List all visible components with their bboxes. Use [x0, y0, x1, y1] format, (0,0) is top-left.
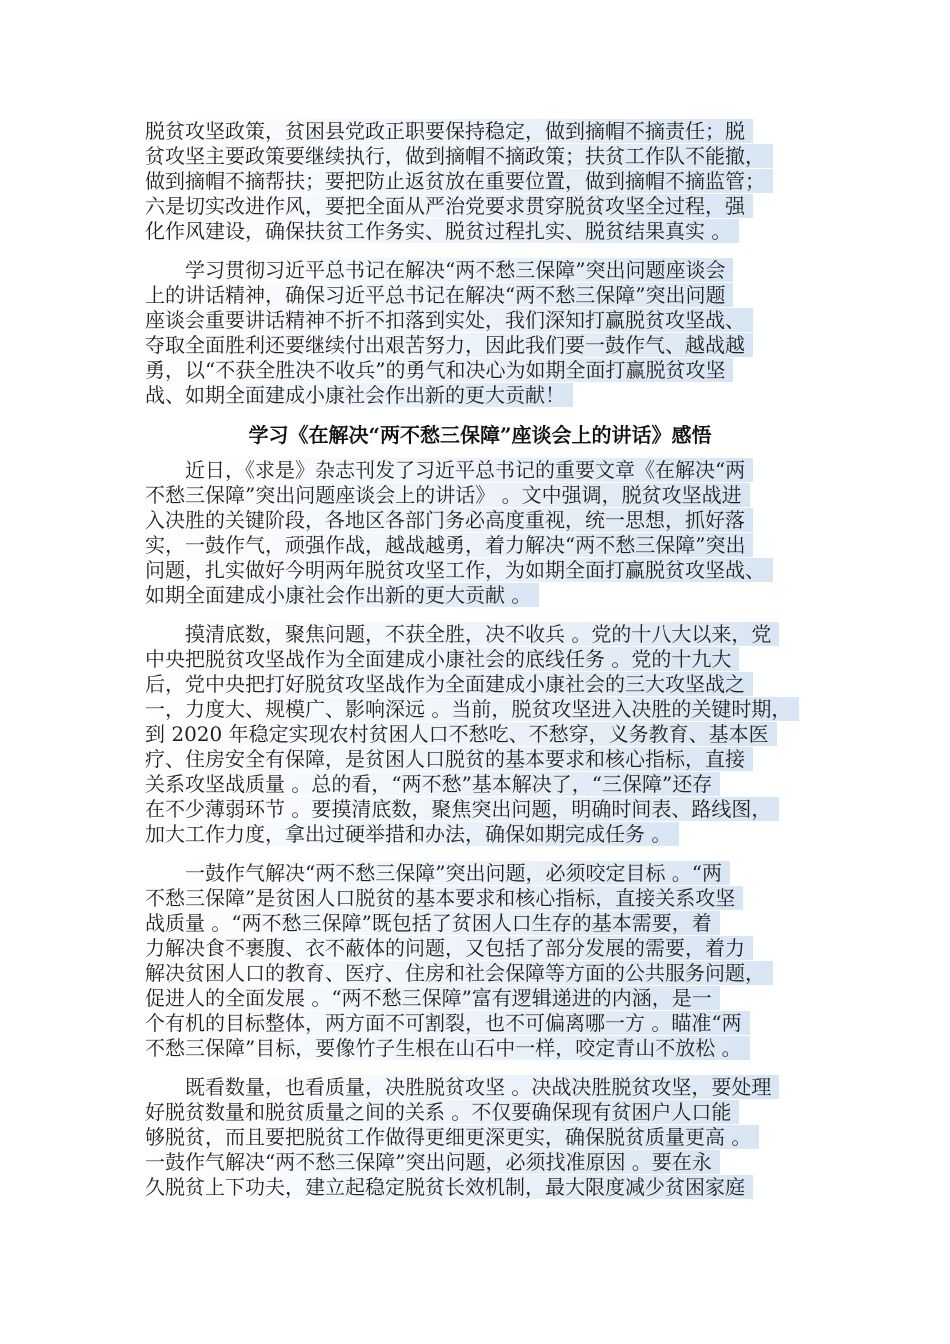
- text-line: 勇，以“不获全胜决不收兵”的勇气和决心为如期全面打赢脱贫攻坚: [145, 358, 815, 383]
- text-line: 战质量 。“两不愁三保障”既包括了贫困人口生存的基本需要，着: [145, 911, 815, 936]
- text-line: 六是切实改进作风，要把全面从严治党要求贯穿脱贫攻坚全过程，强: [145, 194, 815, 219]
- intro-paragraph: [145, 119, 815, 244]
- text-line: 够脱贫，而且要把脱贫工作做得更细更深更实，确保脱贫质量更高 。: [145, 1125, 815, 1150]
- text-line: 个有机的目标整体，两方面不可割裂，也不可偏离哪一方 。瞄准“两: [145, 1011, 815, 1036]
- text-line: 好脱贫数量和脱贫质量之间的关系 。不仅要确保现有贫困户人口能: [145, 1100, 815, 1125]
- text-line: 贫攻坚主要政策要继续执行，做到摘帽不摘政策；扶贫工作队不能撤，: [145, 144, 815, 169]
- text-line: 入决胜的关键阶段，各地区各部门务必高度重视，统一思想，抓好落: [145, 508, 815, 533]
- text-line: 学习贯彻习近平总书记在解决“两不愁三保障”突出问题座谈会: [145, 258, 815, 283]
- text-line: 到 2020 年稳定实现农村贫困人口不愁吃、不愁穿，义务教育、基本医: [145, 722, 815, 747]
- text-line: 一鼓作气解决“两不愁三保障”突出问题，必须找准原因 。要在永: [145, 1150, 815, 1175]
- text-line: 加大工作力度，拿出过硬举措和办法，确保如期完成任务 。: [145, 822, 815, 847]
- text-line: 久脱贫上下功夫，建立起稳定脱贫长效机制，最大限度减少贫困家庭: [145, 1175, 815, 1200]
- text-line: 近日，《求是》杂志刊发了习近平总书记的重要文章《在解决“两: [145, 458, 815, 483]
- text-line: 不愁三保障”目标，要像竹子生根在山石中一样，咬定青山不放松 。: [145, 1036, 815, 1061]
- section-heading: 学习《在解决“两不愁三保障”座谈会上的讲话》感悟: [248, 423, 712, 447]
- document-body: [145, 119, 815, 1214]
- text-line: 夺取全面胜利还要继续付出艰苦努力，因此我们要一鼓作气、越战越: [145, 333, 815, 358]
- body-paragraph-2: [145, 622, 815, 847]
- text-line: 不愁三保障”突出问题座谈会上的讲话》 。文中强调，脱贫攻坚战进: [145, 483, 815, 508]
- text-line: 解决贫困人口的教育、医疗、住房和社会保障等方面的公共服务问题，: [145, 961, 815, 986]
- text-line: 问题，扎实做好今明两年脱贫攻坚工作，为如期全面打赢脱贫攻坚战、: [145, 558, 815, 583]
- text-line: 做到摘帽不摘帮扶；要把防止返贫放在重要位置，做到摘帽不摘监管；: [145, 169, 815, 194]
- text-line: 不愁三保障”是贫困人口脱贫的基本要求和核心指标，直接关系攻坚: [145, 886, 815, 911]
- text-line: 中央把脱贫攻坚战作为全面建成小康社会的底线任务 。党的十九大: [145, 647, 815, 672]
- text-line: 促进人的全面发展 。“两不愁三保障”富有逻辑递进的内涵，是一: [145, 986, 815, 1011]
- body-paragraph-3: [145, 861, 815, 1061]
- closing-paragraph: [145, 258, 815, 408]
- body-paragraph-1: [145, 458, 815, 608]
- text-line: 一鼓作气解决“两不愁三保障”突出问题，必须咬定目标 。“两: [145, 861, 815, 886]
- text-line: 一，力度大、规模广、影响深远 。当前，脱贫攻坚进入决胜的关键时期，: [145, 697, 815, 722]
- text-line: 既看数量，也看质量，决胜脱贫攻坚 。决战决胜脱贫攻坚，要处理: [145, 1075, 815, 1100]
- text-line: 战、如期全面建成小康社会作出新的更大贡献！: [145, 383, 815, 408]
- text-line: 力解决食不裹腹、衣不蔽体的问题，又包括了部分发展的需要，着力: [145, 936, 815, 961]
- text-line: 摸清底数，聚焦问题，不获全胜，决不收兵 。党的十八大以来，党: [145, 622, 815, 647]
- text-line: 如期全面建成小康社会作出新的更大贡献 。: [145, 583, 815, 608]
- text-line: 疗、住房安全有保障，是贫困人口脱贫的基本要求和核心指标，直接: [145, 747, 815, 772]
- text-line: 后，党中央把打好脱贫攻坚战作为全面建成小康社会的三大攻坚战之: [145, 672, 815, 697]
- text-line: 脱贫攻坚政策，贫困县党政正职要保持稳定，做到摘帽不摘责任；脱: [145, 119, 815, 144]
- text-line: 实，一鼓作气，顽强作战，越战越勇，着力解决“两不愁三保障”突出: [145, 533, 815, 558]
- body-paragraph-4: [145, 1075, 815, 1200]
- text-line: 化作风建设，确保扶贫工作务实、脱贫过程扎实、脱贫结果真实 。: [145, 219, 815, 244]
- text-line: 座谈会重要讲话精神不折不扣落到实处，我们深知打赢脱贫攻坚战、: [145, 308, 815, 333]
- text-line: 在不少薄弱环节 。要摸清底数，聚焦突出问题，明确时间表、路线图，: [145, 797, 815, 822]
- text-line: 上的讲话精神，确保习近平总书记在解决“两不愁三保障”突出问题: [145, 283, 815, 308]
- text-line: 关系攻坚战质量 。总的看，“两不愁”基本解决了，“三保障”还存: [145, 772, 815, 797]
